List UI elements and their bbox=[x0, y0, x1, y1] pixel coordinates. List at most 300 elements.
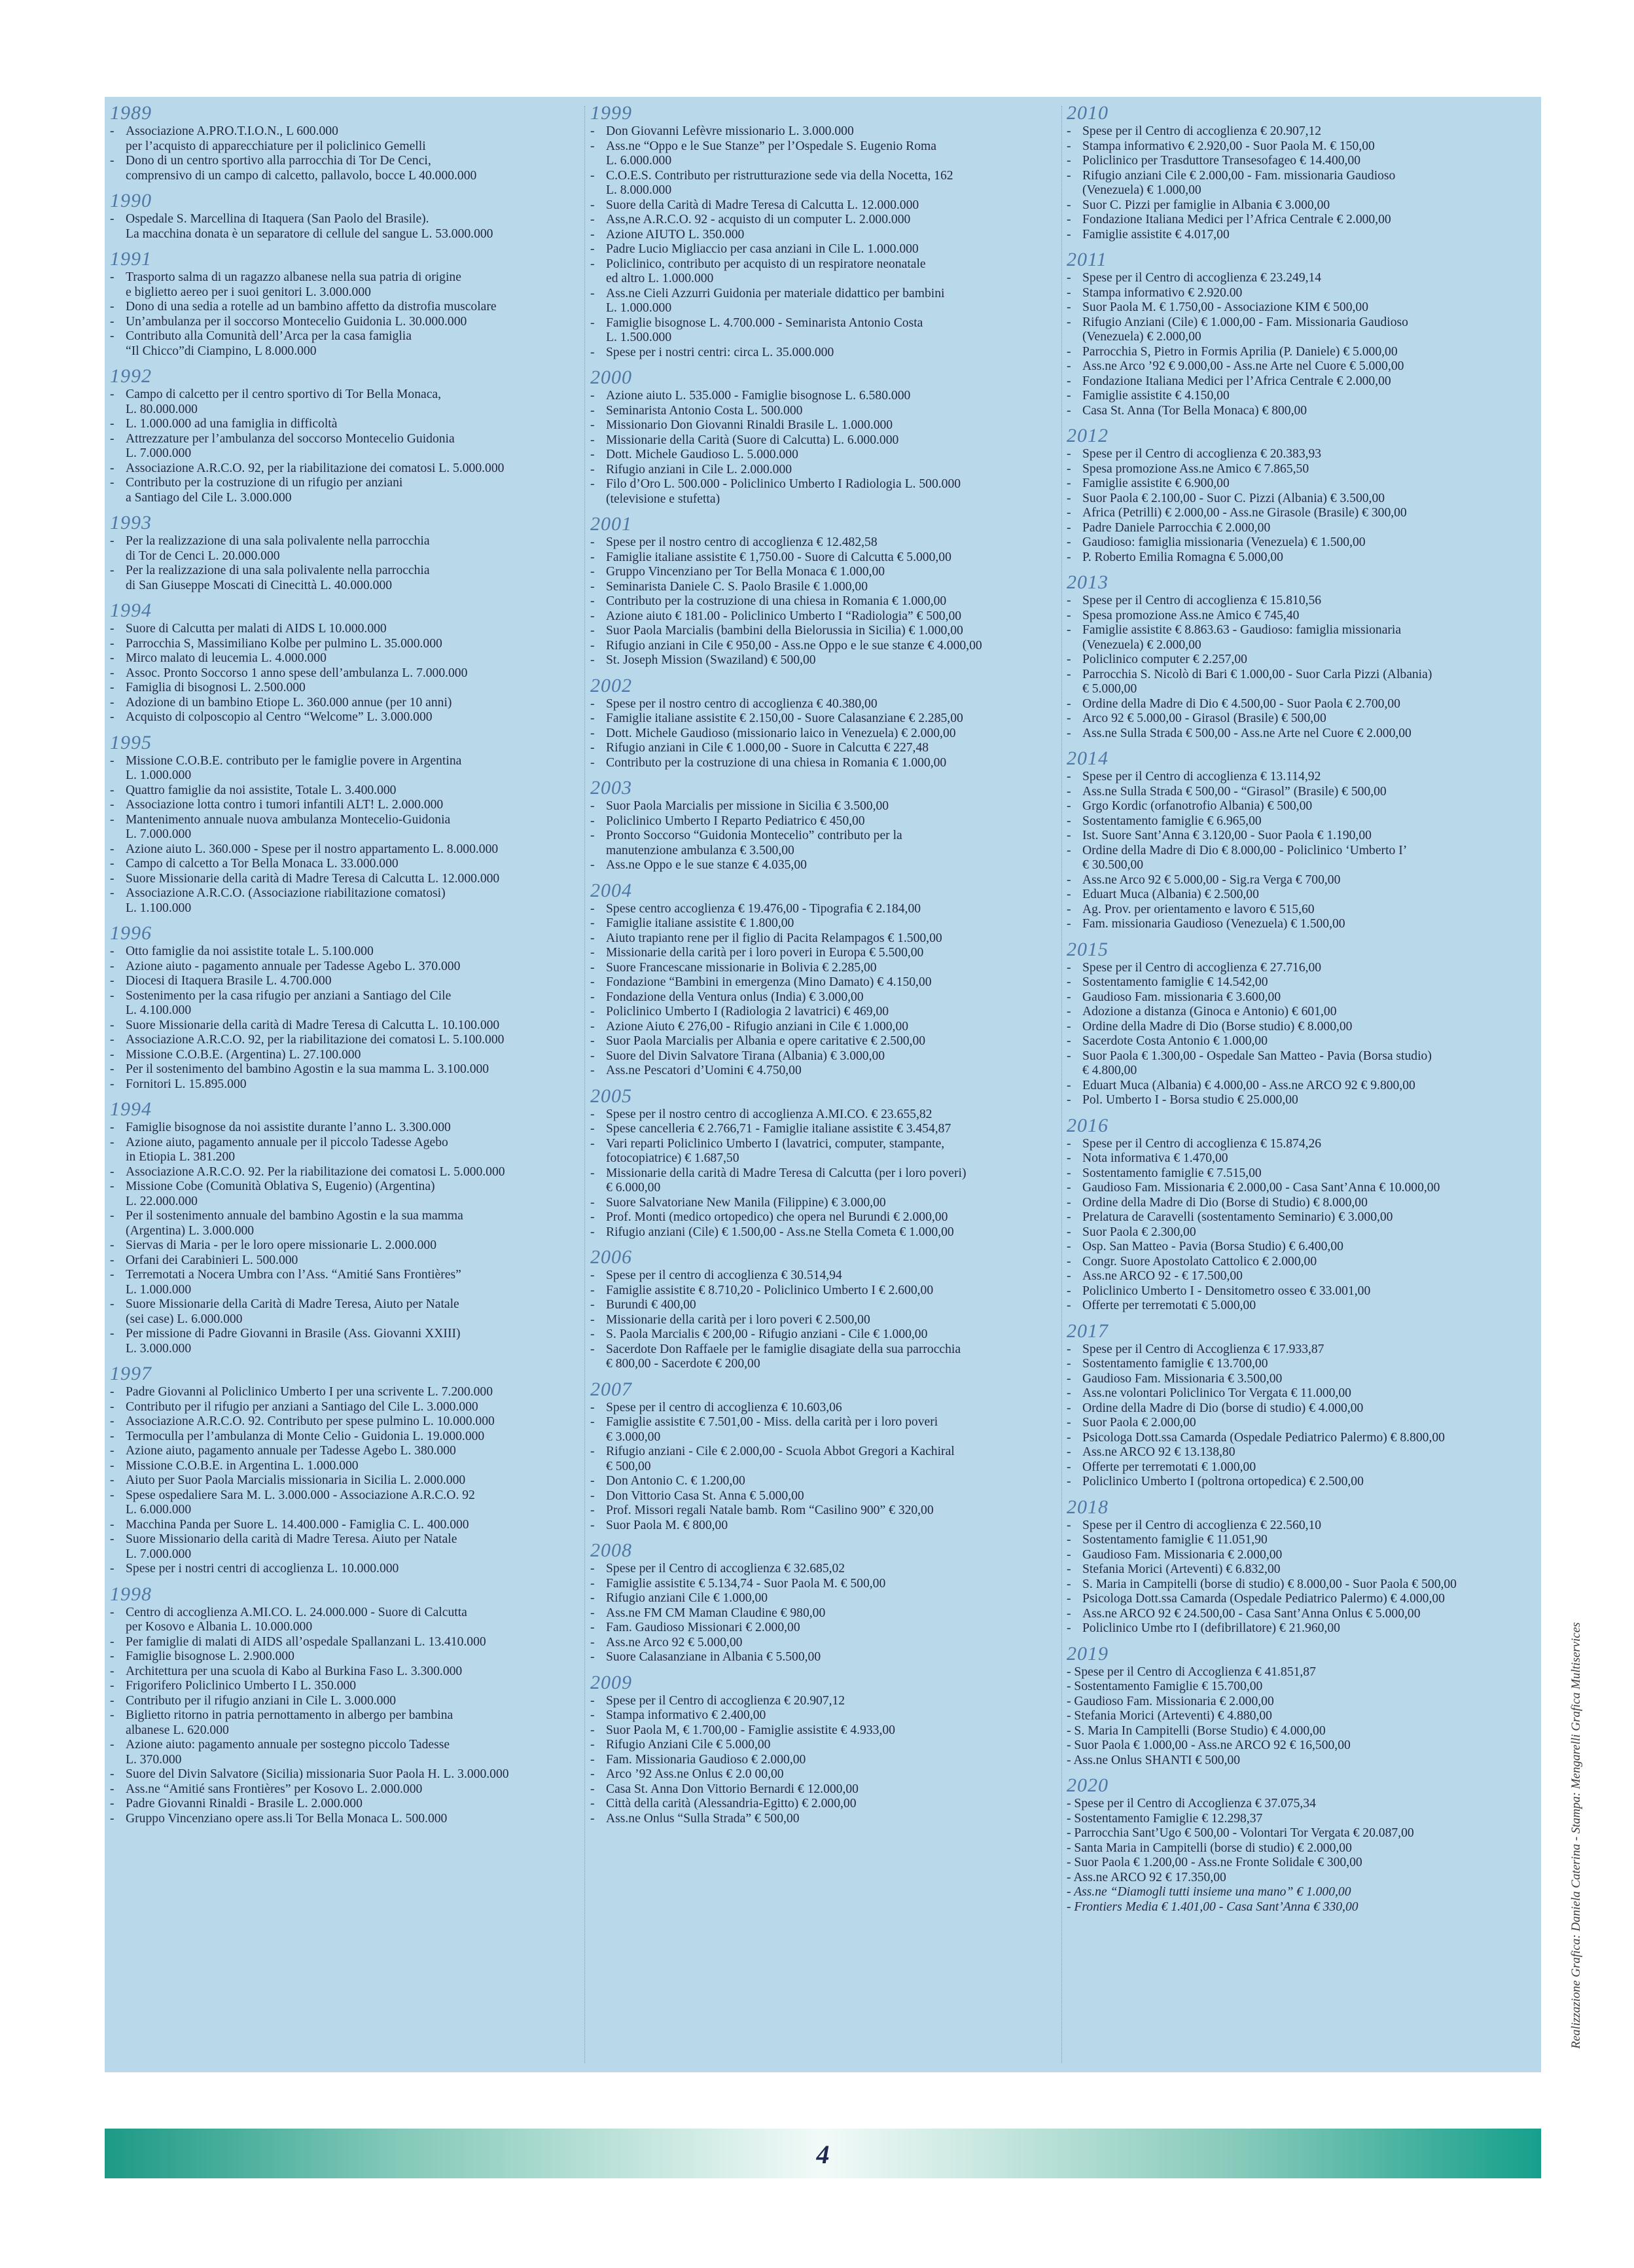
entry-text: Azione aiuto, pagamento annuale per il piccolo Tadesse Agebo in Etiopia L. 381.200 bbox=[126, 1135, 448, 1164]
entry-text: Parrocchia S, Massimiliano Kolbe per pulmino L. 35.000.000 bbox=[126, 636, 442, 651]
entry-text: Suore del Divin Salvatore (Sicilia) missionaria Suor Paola H. L. 3.000.000 bbox=[126, 1767, 509, 1781]
bullet-dash: - bbox=[1067, 653, 1071, 666]
entry-text: Missione C.O.B.E. (Argentina) L. 27.100.000 bbox=[126, 1047, 361, 1062]
entry-text: Azione aiuto L. 535.000 - Famiglie bisognose L. 6.580.000 bbox=[606, 389, 911, 403]
bullet-dash: - bbox=[590, 624, 595, 638]
entry-text: S. Maria in Campitelli (borse di studio) € 8.000,00 - Suor Paola € 500,00 bbox=[1082, 1577, 1457, 1591]
donation-entry bbox=[1067, 506, 1540, 521]
bullet-dash: - bbox=[110, 622, 115, 636]
bullet-dash: - bbox=[1067, 1049, 1071, 1063]
entry-text: Don Vittorio Casa St. Anna € 5.000,00 bbox=[606, 1488, 804, 1503]
bullet-dash: - bbox=[110, 1649, 115, 1663]
bullet-dash: - bbox=[1067, 1019, 1071, 1034]
entry-text: Aiuto per Suor Paola Marcialis missionaria in Sicilia L. 2.000.000 bbox=[126, 1473, 466, 1487]
bullet-dash: - bbox=[110, 431, 115, 446]
donation-entry bbox=[110, 783, 580, 799]
donation-entry bbox=[1067, 1166, 1540, 1181]
entry-text: Suor Paola M. € 1.750,00 - Associazione KIM € 500,00 bbox=[1082, 300, 1369, 314]
entry-text: Per il sostenimento annuale del bambino Agostin e la sua mamma (Argentina) L. 3.000.000 bbox=[126, 1209, 463, 1238]
bullet-dash: - bbox=[590, 213, 595, 226]
donation-entry bbox=[590, 902, 1065, 917]
entry-text: Diocesi di Itaquera Brasile L. 4.700.000 bbox=[126, 974, 332, 988]
entry-text: Burundi € 400,00 bbox=[606, 1298, 696, 1312]
entry-text: Suore Missionario della carità di Madre Teresa. Aiuto per Natale L. 7.000.000 bbox=[126, 1532, 457, 1561]
entry-text: Vari reparti Policlinico Umberto I (lavatrici, computer, stampante, fotocopiatrice) € 1.687,50 bbox=[606, 1136, 945, 1165]
donation-entry bbox=[590, 1636, 1065, 1651]
bullet-dash: - bbox=[110, 1414, 115, 1428]
entry-text: Famiglie bisognose da noi assistite durante l’anno L. 3.300.000 bbox=[126, 1121, 451, 1134]
bullet-dash: - bbox=[1067, 1136, 1071, 1151]
entry-text: Ass.ne ARCO 92 € 24.500,00 - Casa Sant’Anna Onlus € 5.000,00 bbox=[1082, 1606, 1421, 1621]
entry-text: Suor Paola M, € 1.700,00 - Famiglie assistite € 4.933,00 bbox=[606, 1723, 895, 1737]
entry-text: Contributo per la costruzione di una chiesa in Romania € 1.000,00 bbox=[606, 755, 947, 770]
bullet-dash: - bbox=[1067, 917, 1071, 931]
donation-entry bbox=[110, 564, 580, 593]
donation-entry bbox=[110, 960, 580, 975]
entry-text: C.O.E.S. Contributo per ristrutturazione sede via della Nocetta, 162 L. 8.000.000 bbox=[606, 168, 953, 197]
entry-text: Famiglie assistite € 6.900,00 bbox=[1082, 477, 1230, 490]
entry-text: Padre Giovanni al Policlinico Umberto I per una scrivente L. 7.200.000 bbox=[126, 1385, 493, 1399]
donation-entry bbox=[110, 1136, 580, 1165]
entry-text: Frigorifero Policlinico Umberto I L. 350.000 bbox=[126, 1679, 357, 1693]
donation-entry bbox=[110, 315, 580, 330]
bullet-dash: - bbox=[1067, 447, 1071, 461]
bullet-dash: - bbox=[590, 975, 595, 989]
donation-entry bbox=[110, 154, 580, 183]
entry-text: Associazione A.R.C.O. 92, per la riabilitazione dei comatosi L. 5.000.000 bbox=[126, 461, 505, 475]
entry-text: Associazione lotta contro i tumori infantili ALT! L. 2.000.000 bbox=[126, 798, 444, 812]
entry-text: Famiglie assistite € 7.501,00 - Miss. della carità per i loro poveri € 3.000,00 bbox=[606, 1415, 938, 1444]
entry-text: Nota informativa € 1.470,00 bbox=[1082, 1151, 1228, 1165]
bullet-dash: - bbox=[590, 755, 595, 770]
donation-entry bbox=[110, 1327, 580, 1356]
bullet-dash: - bbox=[590, 1474, 595, 1488]
donation-entry bbox=[1067, 814, 1540, 829]
entry-text: Azione aiuto L. 360.000 - Spese per il nostro appartamento L. 8.000.000 bbox=[126, 842, 499, 856]
donation-entry bbox=[1067, 1137, 1540, 1152]
bullet-dash: - bbox=[1067, 359, 1071, 373]
entry-text: Rifugio Anziani (Cile) € 1.000,00 - Fam. Missionaria Gaudioso (Venezuela) € 2.000,00 bbox=[1082, 315, 1408, 344]
donation-entry bbox=[590, 1122, 1065, 1137]
entry-text: Africa (Petrilli) € 2.000,00 - Ass.ne Girasole (Brasile) € 300,00 bbox=[1082, 506, 1407, 520]
donation-entry: - Frontiers Media € 1.401,00 - Casa Sant’Anna € 330,00 bbox=[1067, 1899, 1359, 1914]
entry-text: Spese cancelleria € 2.766,71 - Famiglie italiane assistite € 3.454,87 bbox=[606, 1122, 951, 1136]
bullet-dash: - bbox=[590, 741, 595, 755]
donation-entry bbox=[1067, 477, 1540, 492]
donation-entry bbox=[590, 975, 1065, 990]
bullet-dash: - bbox=[590, 1064, 595, 1077]
bullet-dash: - bbox=[1067, 608, 1071, 622]
donation-entry bbox=[590, 1694, 1065, 1709]
column-1 bbox=[110, 103, 580, 2066]
bullet-dash: - bbox=[110, 476, 115, 490]
donation-entry bbox=[1067, 1475, 1540, 1490]
bullet-dash: - bbox=[590, 1650, 595, 1664]
bullet-dash: - bbox=[590, 462, 595, 477]
year-heading: 1990 bbox=[110, 190, 152, 211]
bullet-dash: - bbox=[590, 139, 595, 153]
bullet-dash: - bbox=[1067, 888, 1071, 901]
entry-text: Ass.ne ARCO 92 - € 17.500,00 bbox=[1082, 1269, 1243, 1283]
bullet-dash: - bbox=[590, 1606, 595, 1620]
bullet-dash: - bbox=[590, 638, 595, 653]
entry-text: Fam. Missionaria Gaudioso € 2.000,00 bbox=[606, 1752, 806, 1767]
bullet-dash: - bbox=[1067, 300, 1071, 314]
bullet-dash: - bbox=[110, 329, 115, 343]
bullet-dash: - bbox=[110, 842, 115, 856]
donation-entry bbox=[590, 858, 1065, 873]
entry-text: Orfani dei Carabinieri L. 500.000 bbox=[126, 1253, 298, 1267]
year-heading: 1996 bbox=[110, 922, 152, 944]
entry-text: Suor Paola € 2.100,00 - Suor C. Pizzi (Albania) € 3.500,00 bbox=[1082, 491, 1385, 505]
entry-text: Spese per il Centro di accoglienza € 23.249,14 bbox=[1082, 271, 1322, 285]
donation-entry bbox=[590, 829, 1065, 858]
donation-entry bbox=[590, 1753, 1065, 1768]
year-heading: 2008 bbox=[590, 1539, 632, 1561]
bullet-dash: - bbox=[1067, 696, 1071, 711]
column-2 bbox=[590, 103, 1065, 2066]
donation-entry bbox=[110, 1708, 580, 1738]
bullet-dash: - bbox=[110, 270, 115, 284]
donation-entry bbox=[590, 1489, 1065, 1504]
donation-entry bbox=[590, 1034, 1065, 1049]
entry-text: Suore del Divin Salvatore Tirana (Albania) € 3.000,00 bbox=[606, 1049, 885, 1063]
entry-text: Quattro famiglie da noi assistite, Totale L. 3.400.000 bbox=[126, 783, 397, 797]
bullet-dash: - bbox=[1067, 1269, 1071, 1283]
entry-text: Mirco malato di leucemia L. 4.000.000 bbox=[126, 651, 327, 665]
donation-entry bbox=[590, 213, 1065, 228]
bullet-dash: - bbox=[590, 565, 595, 579]
donation-entry bbox=[1067, 961, 1540, 976]
donation-entry bbox=[1067, 711, 1540, 727]
entry-text: Missionario Don Giovanni Rinaldi Brasile L. 1.000.000 bbox=[606, 418, 893, 432]
entry-text: Gaudioso Fam. Missionaria € 3.500,00 bbox=[1082, 1371, 1283, 1386]
bullet-dash: - bbox=[110, 1782, 115, 1796]
bullet-dash: - bbox=[110, 783, 115, 797]
bullet-dash: - bbox=[110, 798, 115, 812]
bullet-dash: - bbox=[1067, 784, 1071, 799]
entry-text: Pronto Soccorso “Guidonia Montecelio” contributo per la manutenzione ambulanza € 3.500,00 bbox=[606, 829, 902, 857]
donation-entry bbox=[1067, 154, 1540, 169]
entry-text: Ass.ne Pescatori d’Uomini € 4.750,00 bbox=[606, 1064, 802, 1077]
column-3 bbox=[1067, 103, 1540, 2066]
entry-text: Congr. Suore Apostolato Cattolico € 2.000,00 bbox=[1082, 1254, 1317, 1269]
donation-entry bbox=[590, 463, 1065, 478]
entry-text: Spese centro accoglienza € 19.476,00 - Tipografia € 2.184,00 bbox=[606, 901, 921, 916]
donation-entry: - Spese per il Centro di Accoglienza € 41.851,87 bbox=[1067, 1665, 1316, 1679]
bullet-dash: - bbox=[1067, 550, 1071, 564]
entry-text: Famiglie italiane assistite € 1.800,00 bbox=[606, 916, 794, 930]
bullet-dash: - bbox=[590, 227, 595, 242]
entry-text: Ass.ne Onlus “Sulla Strada” € 500,00 bbox=[606, 1811, 800, 1826]
donation-entry bbox=[590, 799, 1065, 814]
entry-text: Spese per il Centro di accoglienza € 15.810,56 bbox=[1082, 594, 1322, 607]
donation-entry bbox=[590, 814, 1065, 829]
bullet-dash: - bbox=[590, 1591, 595, 1605]
entry-text: Spese per il Centro di accoglienza € 13.114,92 bbox=[1082, 770, 1321, 783]
donation-entry bbox=[590, 1401, 1065, 1416]
donation-entry bbox=[1067, 345, 1540, 360]
bullet-dash: - bbox=[110, 1018, 115, 1032]
bullet-dash: - bbox=[110, 1429, 115, 1443]
donation-entry bbox=[590, 1503, 1065, 1519]
entry-text: Famiglia di bisognosi L. 2.500.000 bbox=[126, 681, 306, 694]
bullet-dash: - bbox=[1067, 154, 1071, 168]
bullet-dash: - bbox=[1067, 594, 1071, 607]
bullet-dash: - bbox=[110, 1209, 115, 1223]
donation-entry bbox=[1067, 799, 1540, 814]
donation-entry bbox=[590, 1298, 1065, 1313]
donation-entry bbox=[590, 1137, 1065, 1166]
bullet-dash: - bbox=[590, 1635, 595, 1649]
bullet-dash: - bbox=[110, 1033, 115, 1047]
bullet-dash: - bbox=[1067, 1475, 1071, 1488]
donation-entry bbox=[1067, 521, 1540, 536]
entry-text: Pol. Umberto I - Borsa studio € 25.000,00 bbox=[1082, 1093, 1298, 1107]
footer-bar bbox=[105, 2129, 1541, 2178]
bullet-dash: - bbox=[110, 1238, 115, 1252]
entry-text: Azione aiuto: pagamento annuale per sostegno piccolo Tadesse L. 370.000 bbox=[126, 1738, 450, 1767]
donation-entry bbox=[590, 1269, 1065, 1284]
bullet-dash: - bbox=[590, 1518, 595, 1532]
bullet-dash: - bbox=[1067, 477, 1071, 490]
bullet-dash: - bbox=[590, 990, 595, 1004]
entry-text: Sostenimento per la casa rifugio per anziani a Santiago del Cile L. 4.100.000 bbox=[126, 988, 452, 1017]
donation-entry bbox=[590, 1445, 1065, 1474]
donation-entry bbox=[1067, 1548, 1540, 1563]
donation-entry bbox=[110, 1738, 580, 1767]
entry-text: Ordine della Madre di Dio € 8.000,00 - Policlinico ‘Umberto I’ € 30.500,00 bbox=[1082, 843, 1408, 872]
entry-text: Famiglie assistite € 4.150,00 bbox=[1082, 389, 1230, 403]
bullet-dash: - bbox=[1067, 829, 1071, 842]
entry-text: Contributo per la costruzione di una chiesa in Romania € 1.000,00 bbox=[606, 594, 947, 608]
bullet-dash: - bbox=[110, 1458, 115, 1473]
donation-entry bbox=[110, 1253, 580, 1269]
donation-entry bbox=[110, 1077, 580, 1092]
bullet-dash: - bbox=[1067, 168, 1071, 183]
donation-entry bbox=[110, 417, 580, 432]
year-heading: 1995 bbox=[110, 731, 152, 753]
year-heading: 1994 bbox=[110, 600, 152, 621]
entry-text: Fondazione Italiana Medici per l’Africa Centrale € 2.000,00 bbox=[1082, 374, 1391, 388]
entry-text: Missione C.O.B.E. contributo per le famiglie povere in Argentina L. 1.000.000 bbox=[126, 753, 462, 782]
year-heading: 1994 bbox=[110, 1098, 152, 1120]
donation-entry: - Sostentamento Famiglie € 15.700,00 bbox=[1067, 1680, 1263, 1693]
entry-text: Azione aiuto, pagamento annuale per Tadesse Agebo L. 380.000 bbox=[126, 1444, 456, 1458]
year-heading: 2003 bbox=[590, 777, 632, 799]
donation-entry bbox=[1067, 1299, 1540, 1314]
bullet-dash: - bbox=[1067, 139, 1071, 153]
entry-text: Spesa promozione Ass.ne Amico € 7.865,50 bbox=[1082, 461, 1309, 476]
donation-entry bbox=[1067, 300, 1540, 315]
donation-entry bbox=[110, 1414, 580, 1430]
entry-text: Gaudioso Fam. Missionaria € 2.000,00 bbox=[1082, 1547, 1283, 1562]
entry-text: Famiglie bisognose L. 2.900.000 bbox=[126, 1649, 294, 1663]
bullet-dash: - bbox=[110, 1297, 115, 1311]
entry-text: Ordine della Madre di Dio € 4.500,00 - Suor Paola € 2.700,00 bbox=[1082, 696, 1400, 711]
donation-entry bbox=[1067, 1533, 1540, 1548]
donation-entry: - Santa Maria in Campitelli (borse di studio) € 2.000,00 bbox=[1067, 1841, 1352, 1855]
bullet-dash: - bbox=[590, 418, 595, 432]
entry-text: Eduart Muca (Albania) € 4.000,00 - Ass.ne ARCO 92 € 9.800,00 bbox=[1082, 1078, 1415, 1092]
bullet-dash: - bbox=[590, 1723, 595, 1737]
donation-entry bbox=[590, 916, 1065, 931]
donation-entry bbox=[110, 666, 580, 681]
bullet-dash: - bbox=[1067, 770, 1071, 783]
entry-text: Parrocchia S, Pietro in Formis Aprilia (P. Daniele) € 5.000,00 bbox=[1082, 344, 1398, 359]
bullet-dash: - bbox=[1067, 1078, 1071, 1092]
entry-text: Famiglie assistite € 4.017,00 bbox=[1082, 227, 1230, 242]
bullet-dash: - bbox=[590, 1283, 595, 1297]
entry-text: Per il sostenimento del bambino Agostin e la sua mamma L. 3.100.000 bbox=[126, 1062, 489, 1076]
donation-entry bbox=[110, 1812, 580, 1827]
donation-entry bbox=[590, 609, 1065, 624]
donation-entry bbox=[590, 1210, 1065, 1225]
bullet-dash: - bbox=[590, 579, 595, 594]
donation-entry: - Suor Paola € 1.200,00 - Ass.ne Fronte Solidale € 300,00 bbox=[1067, 1856, 1362, 1869]
donation-entry bbox=[110, 798, 580, 813]
bullet-dash: - bbox=[110, 1077, 115, 1091]
donation-entry bbox=[110, 1048, 580, 1063]
entry-text: Arco ’92 Ass.ne Onlus € 2.0 00,00 bbox=[606, 1767, 784, 1781]
entry-text: Gaudioso Fam. Missionaria € 2.000,00 - Casa Sant’Anna € 10.000,00 bbox=[1082, 1181, 1440, 1195]
year-heading: 2015 bbox=[1067, 938, 1109, 960]
donation-entry bbox=[1067, 1577, 1540, 1593]
donation-entry bbox=[1067, 917, 1540, 932]
donation-entry bbox=[1067, 1431, 1540, 1446]
bullet-dash: - bbox=[110, 1399, 115, 1414]
bullet-dash: - bbox=[1067, 1577, 1071, 1591]
year-heading: 1989 bbox=[110, 102, 152, 124]
bullet-dash: - bbox=[110, 1811, 115, 1826]
entry-text: Macchina Panda per Suore L. 14.400.000 - Famiglia C. L. 400.000 bbox=[126, 1517, 469, 1532]
entry-text: Spese per il Centro di accoglienza € 32.685,02 bbox=[606, 1562, 845, 1575]
entry-text: P. Roberto Emilia Romagna € 5.000,00 bbox=[1082, 550, 1283, 564]
bullet-dash: - bbox=[110, 1679, 115, 1693]
bullet-dash: - bbox=[590, 1782, 595, 1796]
donation-entry bbox=[110, 1444, 580, 1459]
donation-entry bbox=[110, 1473, 580, 1488]
donation-entry bbox=[110, 1797, 580, 1812]
donation-entry bbox=[590, 228, 1065, 243]
entry-text: Suore Calasanziane in Albania € 5.500,00 bbox=[606, 1650, 821, 1664]
donation-entry bbox=[110, 857, 580, 872]
bullet-dash: - bbox=[110, 753, 115, 768]
entry-text: Siervas di Maria - per le loro opere missionarie L. 2.000.000 bbox=[126, 1238, 437, 1252]
donation-entry bbox=[590, 418, 1065, 433]
bullet-dash: - bbox=[590, 1210, 595, 1224]
bullet-dash: - bbox=[590, 726, 595, 740]
year-heading: 2013 bbox=[1067, 571, 1109, 593]
bullet-dash: - bbox=[110, 812, 115, 827]
bullet-dash: - bbox=[590, 168, 595, 183]
donation-entry bbox=[110, 387, 580, 417]
entry-text: Casa St. Anna Don Vittorio Bernardi € 12.000,00 bbox=[606, 1782, 859, 1796]
donation-entry bbox=[1067, 462, 1540, 477]
entry-text: Prof. Monti (medico ortopedico) che opera nel Burundi € 2.000,00 bbox=[606, 1210, 948, 1224]
bullet-dash: - bbox=[590, 858, 595, 872]
donation-entry bbox=[590, 624, 1065, 639]
entry-text: Osp. San Matteo - Pavia (Borsa Studio) € 6.400,00 bbox=[1082, 1240, 1343, 1253]
bullet-dash: - bbox=[110, 1327, 115, 1341]
donation-entry bbox=[110, 637, 580, 652]
donation-entry bbox=[590, 550, 1065, 566]
donation-entry bbox=[590, 1723, 1065, 1738]
bullet-dash: - bbox=[1067, 1225, 1071, 1239]
donation-entry bbox=[590, 990, 1065, 1005]
bullet-dash: - bbox=[590, 448, 595, 461]
bullet-dash: - bbox=[1067, 960, 1071, 975]
bullet-dash: - bbox=[590, 315, 595, 330]
entry-text: Dono di una sedia a rotelle ad un bambino affetto da distrofia muscolare bbox=[126, 300, 497, 314]
bullet-dash: - bbox=[590, 1708, 595, 1722]
bullet-dash: - bbox=[1067, 1005, 1071, 1018]
entry-text: St. Joseph Mission (Swaziland) € 500,00 bbox=[606, 653, 816, 667]
donation-entry bbox=[110, 476, 580, 505]
bullet-dash: - bbox=[110, 1664, 115, 1678]
entry-text: Suor Paola Marcialis per missione in Sicilia € 3.500,00 bbox=[606, 799, 889, 813]
entry-text: Fondazione della Ventura onlus (India) € 3.000,00 bbox=[606, 990, 864, 1004]
donation-entry bbox=[590, 139, 1065, 169]
bullet-dash: - bbox=[1067, 1533, 1071, 1547]
entry-text: Ass.ne Arco ’92 € 9.000,00 - Ass.ne Arte nel Cuore € 5.000,00 bbox=[1082, 359, 1404, 373]
entry-text: Spese per il nostro centro di accoglienza € 40.380,00 bbox=[606, 696, 878, 711]
entry-text: Policlinico Umberto I (Radiologia 2 lavatrici) € 469,00 bbox=[606, 1005, 889, 1018]
bullet-dash: - bbox=[590, 1738, 595, 1752]
donation-entry bbox=[590, 961, 1065, 976]
year-heading: 2006 bbox=[590, 1246, 632, 1268]
entry-text: Policlinico Umberto I Reparto Pediatrico € 450,00 bbox=[606, 814, 865, 828]
donation-entry bbox=[1067, 903, 1540, 918]
entry-text: Seminarista Antonio Costa L. 500.000 bbox=[606, 403, 803, 418]
bullet-dash: - bbox=[590, 1693, 595, 1708]
entry-text: Seminarista Daniele C. S. Paolo Brasile € 1.000,00 bbox=[606, 579, 868, 594]
bullet-dash: - bbox=[110, 959, 115, 973]
entry-text: Spese per il centro di accoglienza € 10.603,06 bbox=[606, 1400, 842, 1414]
bullet-dash: - bbox=[110, 124, 115, 138]
bullet-dash: - bbox=[590, 1767, 595, 1781]
bullet-dash: - bbox=[1067, 1621, 1071, 1635]
donation-entry bbox=[590, 535, 1065, 550]
entry-text: Campo di calcetto a Tor Bella Monaca L. 33.000.000 bbox=[126, 857, 399, 871]
bullet-dash: - bbox=[590, 711, 595, 725]
entry-text: Missionarie della carità per i loro poveri in Europa € 5.500,00 bbox=[606, 946, 924, 960]
entry-text: Spese per i nostri centri di accoglienza L. 10.000.000 bbox=[126, 1562, 399, 1575]
bullet-dash: - bbox=[1067, 1210, 1071, 1224]
entry-text: Spese per il nostro centro di accoglienza A.MI.CO. € 23.655,82 bbox=[606, 1107, 932, 1121]
donation-entry bbox=[1067, 1093, 1540, 1108]
donation-entry bbox=[110, 1782, 580, 1797]
print-credits: Realizzazione Grafica: Daniela Caterina - Stampa: Mengarelli Grafica Multiservices bbox=[1569, 1622, 1583, 2049]
bullet-dash: - bbox=[1067, 1166, 1071, 1180]
donation-entry bbox=[590, 931, 1065, 946]
bullet-dash: - bbox=[590, 960, 595, 975]
bullet-dash: - bbox=[110, 636, 115, 651]
entry-text: Spese per il nostro centro di accoglienza € 12.482,58 bbox=[606, 535, 878, 549]
bullet-dash: - bbox=[590, 1752, 595, 1767]
donation-entry bbox=[1067, 139, 1540, 154]
bullet-dash: - bbox=[1067, 374, 1071, 388]
entry-text: Suor C. Pizzi per famiglie in Albania € 3.000,00 bbox=[1082, 198, 1330, 212]
entry-text: Missione Cobe (Comunità Oblativa S, Eugenio) (Argentina) L. 22.000.000 bbox=[126, 1179, 435, 1208]
column-divider bbox=[584, 106, 585, 2063]
donation-entry bbox=[1067, 492, 1540, 507]
entry-text: Famiglie italiane assistite € 2.150,00 - Suore Calasanziane € 2.285,00 bbox=[606, 711, 963, 725]
year-heading: 2004 bbox=[590, 879, 632, 901]
bullet-dash: - bbox=[1067, 1401, 1071, 1415]
donation-entry bbox=[110, 622, 580, 637]
entry-text: Per missione di Padre Giovanni in Brasile (Ass. Giovanni XXIII) L. 3.000.000 bbox=[126, 1327, 461, 1356]
